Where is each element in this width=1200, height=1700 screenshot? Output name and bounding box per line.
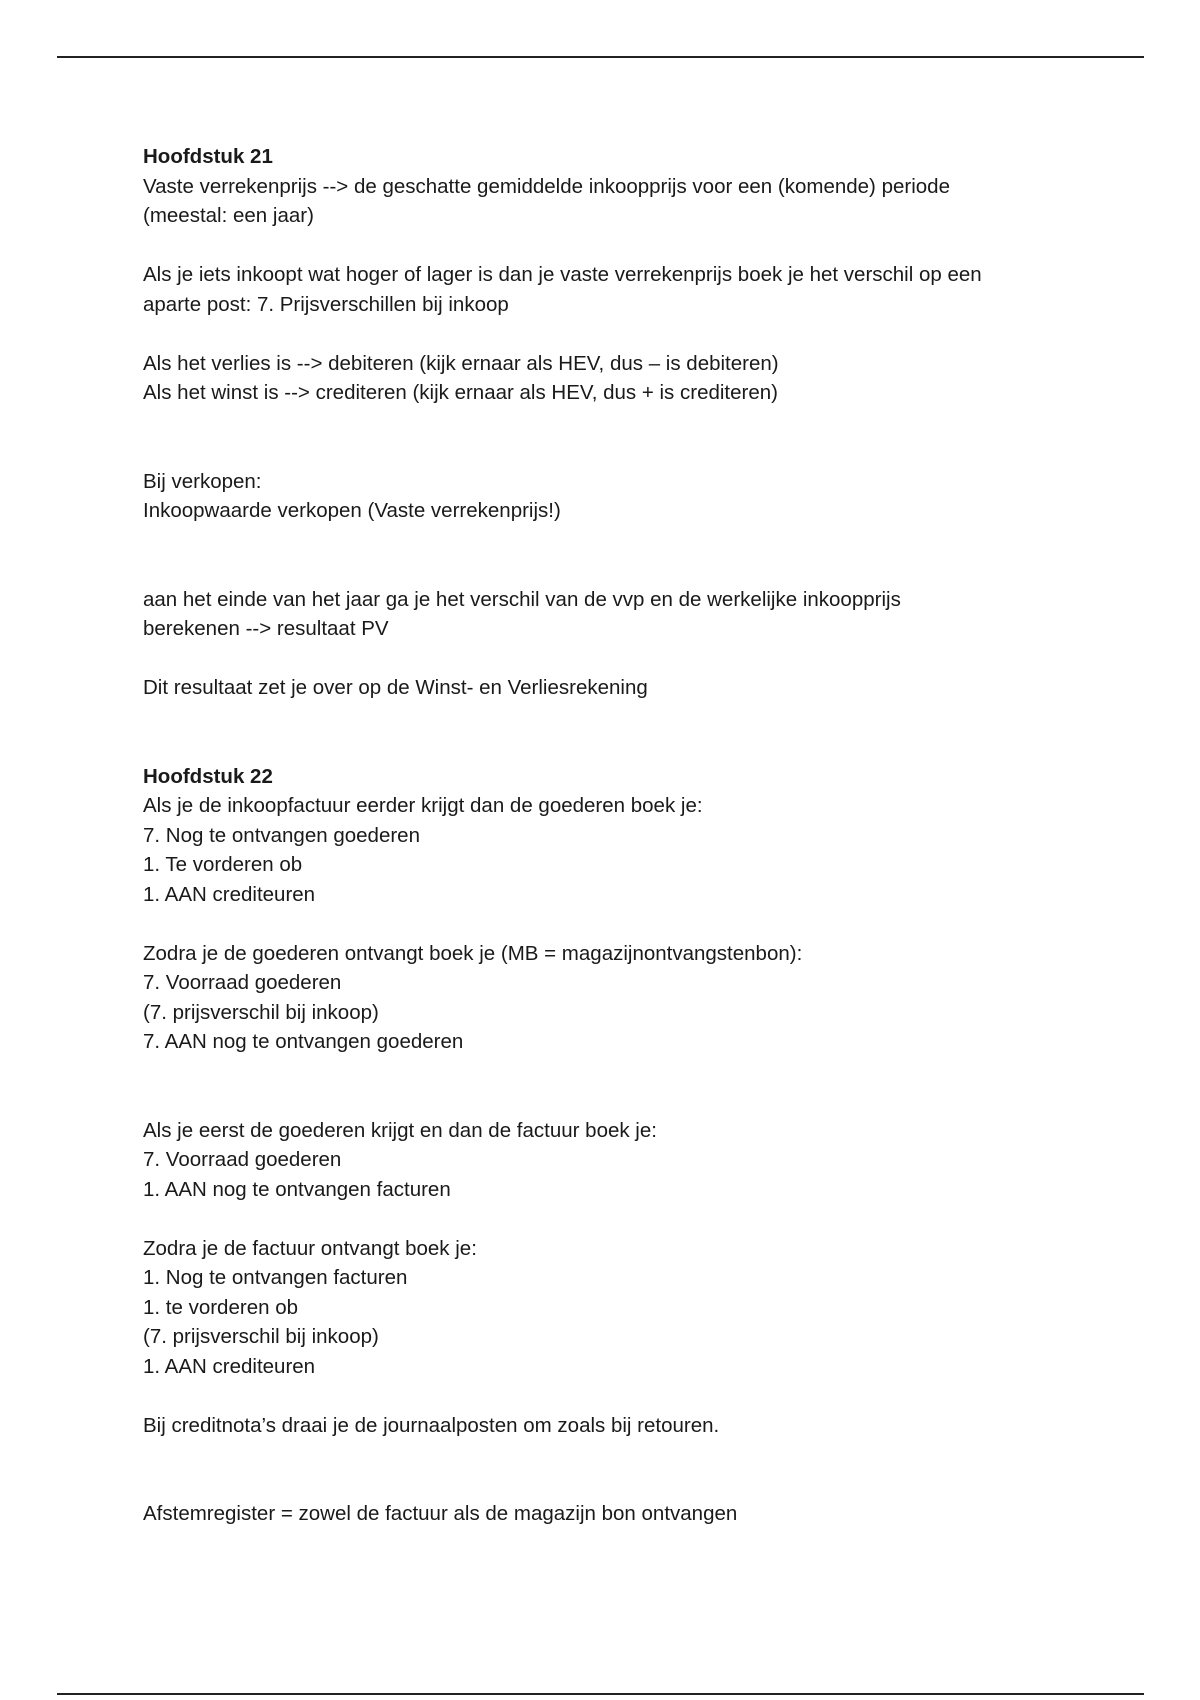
paragraph-line: Als je eerst de goederen krijgt en dan de factuur boek je: <box>143 1118 657 1142</box>
paragraph-line: aan het einde van het jaar ga je het verschil van de vvp en de werkelijke inkoopprijs <box>143 587 901 611</box>
paragraph-line: Inkoopwaarde verkopen (Vaste verrekenprijs!) <box>143 499 561 522</box>
document-body <box>143 142 1073 1529</box>
section-heading: Hoofdstuk 22 <box>143 764 273 788</box>
paragraph-line: 1. AAN nog te ontvangen facturen <box>143 1177 451 1201</box>
paragraph-line: (7. prijsverschil bij inkoop) <box>143 1325 379 1348</box>
paragraph-line: 1. te vorderen ob <box>143 1295 298 1319</box>
header-rule <box>57 56 1144 58</box>
paragraph-line: Als je de inkoopfactuur eerder krijgt dan de goederen boek je: <box>143 794 703 817</box>
paragraph-line: 1. AAN crediteuren <box>143 1354 316 1378</box>
section-heading: Hoofdstuk 21 <box>143 145 273 168</box>
paragraph-line: 1. Nog te ontvangen facturen <box>143 1266 408 1289</box>
paragraph-line: Bij verkopen: <box>143 469 262 493</box>
paragraph-line: Als je iets inkoopt wat hoger of lager is dan je vaste verrekenprijs boek je het verschil op een <box>143 263 982 286</box>
paragraph-line: Zodra je de factuur ontvangt boek je: <box>143 1236 477 1260</box>
paragraph-line: Afstemregister = zowel de factuur als de magazijn bon ontvangen <box>143 1502 738 1525</box>
paragraph-line: aparte post: 7. Prijsverschillen bij inkoop <box>143 292 509 316</box>
paragraph-line: 7. Voorraad goederen <box>143 971 342 994</box>
paragraph-line: 7. AAN nog te ontvangen goederen <box>143 1030 464 1053</box>
paragraph-line: (7. prijsverschil bij inkoop) <box>143 1000 379 1024</box>
paragraph-line: Bij creditnota’s draai je de journaalposten om zoals bij retouren. <box>143 1413 720 1437</box>
paragraph-line: Zodra je de goederen ontvangt boek je (MB = magazijnontvangstenbon): <box>143 941 803 965</box>
paragraph-line: Als het winst is --> crediteren (kijk ernaar als HEV, dus + is crediteren) <box>143 381 778 404</box>
paragraph-line: Vaste verrekenprijs --> de geschatte gemiddelde inkoopprijs voor een (komende) periode <box>143 174 950 198</box>
footer-rule <box>57 1693 1144 1695</box>
paragraph-line: 1. AAN crediteuren <box>143 882 316 906</box>
paragraph-line: berekenen --> resultaat PV <box>143 617 389 640</box>
paragraph-line: 7. Voorraad goederen <box>143 1148 342 1171</box>
paragraph-line: 1. Te vorderen ob <box>143 853 303 876</box>
paragraph-line: 7. Nog te ontvangen goederen <box>143 823 420 847</box>
paragraph-line: (meestal: een jaar) <box>143 204 314 227</box>
paragraph-line: Als het verlies is --> debiteren (kijk ernaar als HEV, dus – is debiteren) <box>143 351 779 375</box>
paragraph-line: Dit resultaat zet je over op de Winst- en Verliesrekening <box>143 676 648 699</box>
